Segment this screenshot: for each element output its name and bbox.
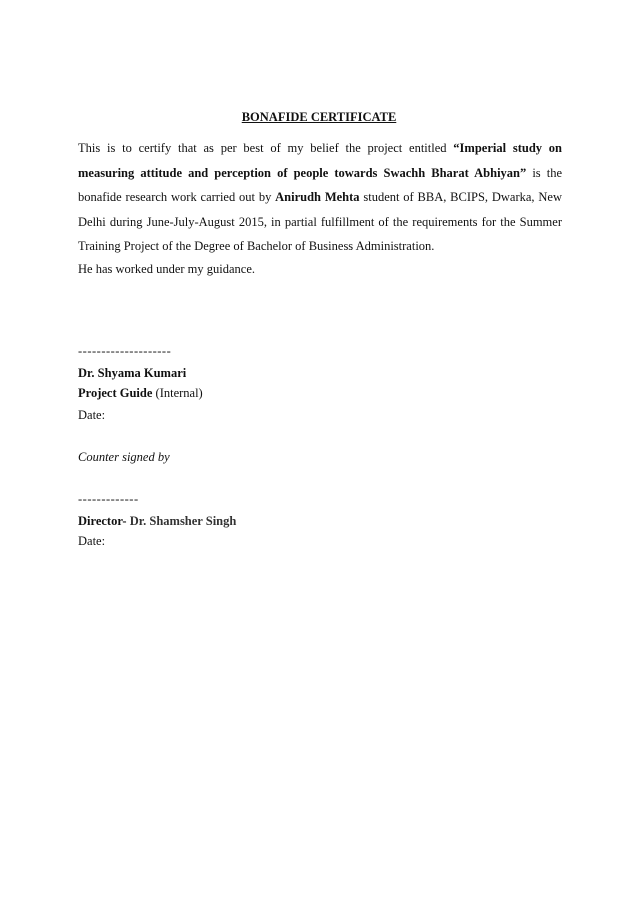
director-date-label: Date: xyxy=(78,534,106,548)
guide-date-label: Date: xyxy=(78,408,106,422)
director-signature-line: ------------- xyxy=(78,492,139,506)
director-title: Director- xyxy=(78,514,127,528)
guide-role-label: Project Guide xyxy=(78,386,153,400)
director-line xyxy=(78,512,236,530)
body-text-1: This is to certify that as per best of my belief the project entitled xyxy=(78,141,454,155)
body-text-2: is the bonafide research work carried out by xyxy=(78,165,563,204)
guide-signature-line: -------------------- xyxy=(78,344,172,358)
student-name: Anirudh Mehta xyxy=(275,190,360,204)
certificate-title: BONAFIDE CERTIFICATE xyxy=(241,110,397,124)
guide-role-detail: (Internal) xyxy=(155,386,203,400)
countersign-label: Counter signed by xyxy=(78,450,170,464)
project-title: “Imperial study on measuring attitude and perception of people towards Swachh Bharat Abhiyan” xyxy=(78,141,562,180)
body-text-3: student of BBA, BCIPS, Dwarka, New Delhi during June-July-August 2015, in partial fulfillment of the requirements for the Summer Training Project of the Degree of Bachelor of Business Administration. xyxy=(78,190,562,253)
guidance-statement: He has worked under my guidance. xyxy=(78,262,256,276)
certificate-body xyxy=(78,136,562,259)
guide-name: Dr. Shyama Kumari xyxy=(78,366,187,380)
guide-role xyxy=(78,384,203,402)
director-name: Dr. Shamsher Singh xyxy=(129,514,237,528)
